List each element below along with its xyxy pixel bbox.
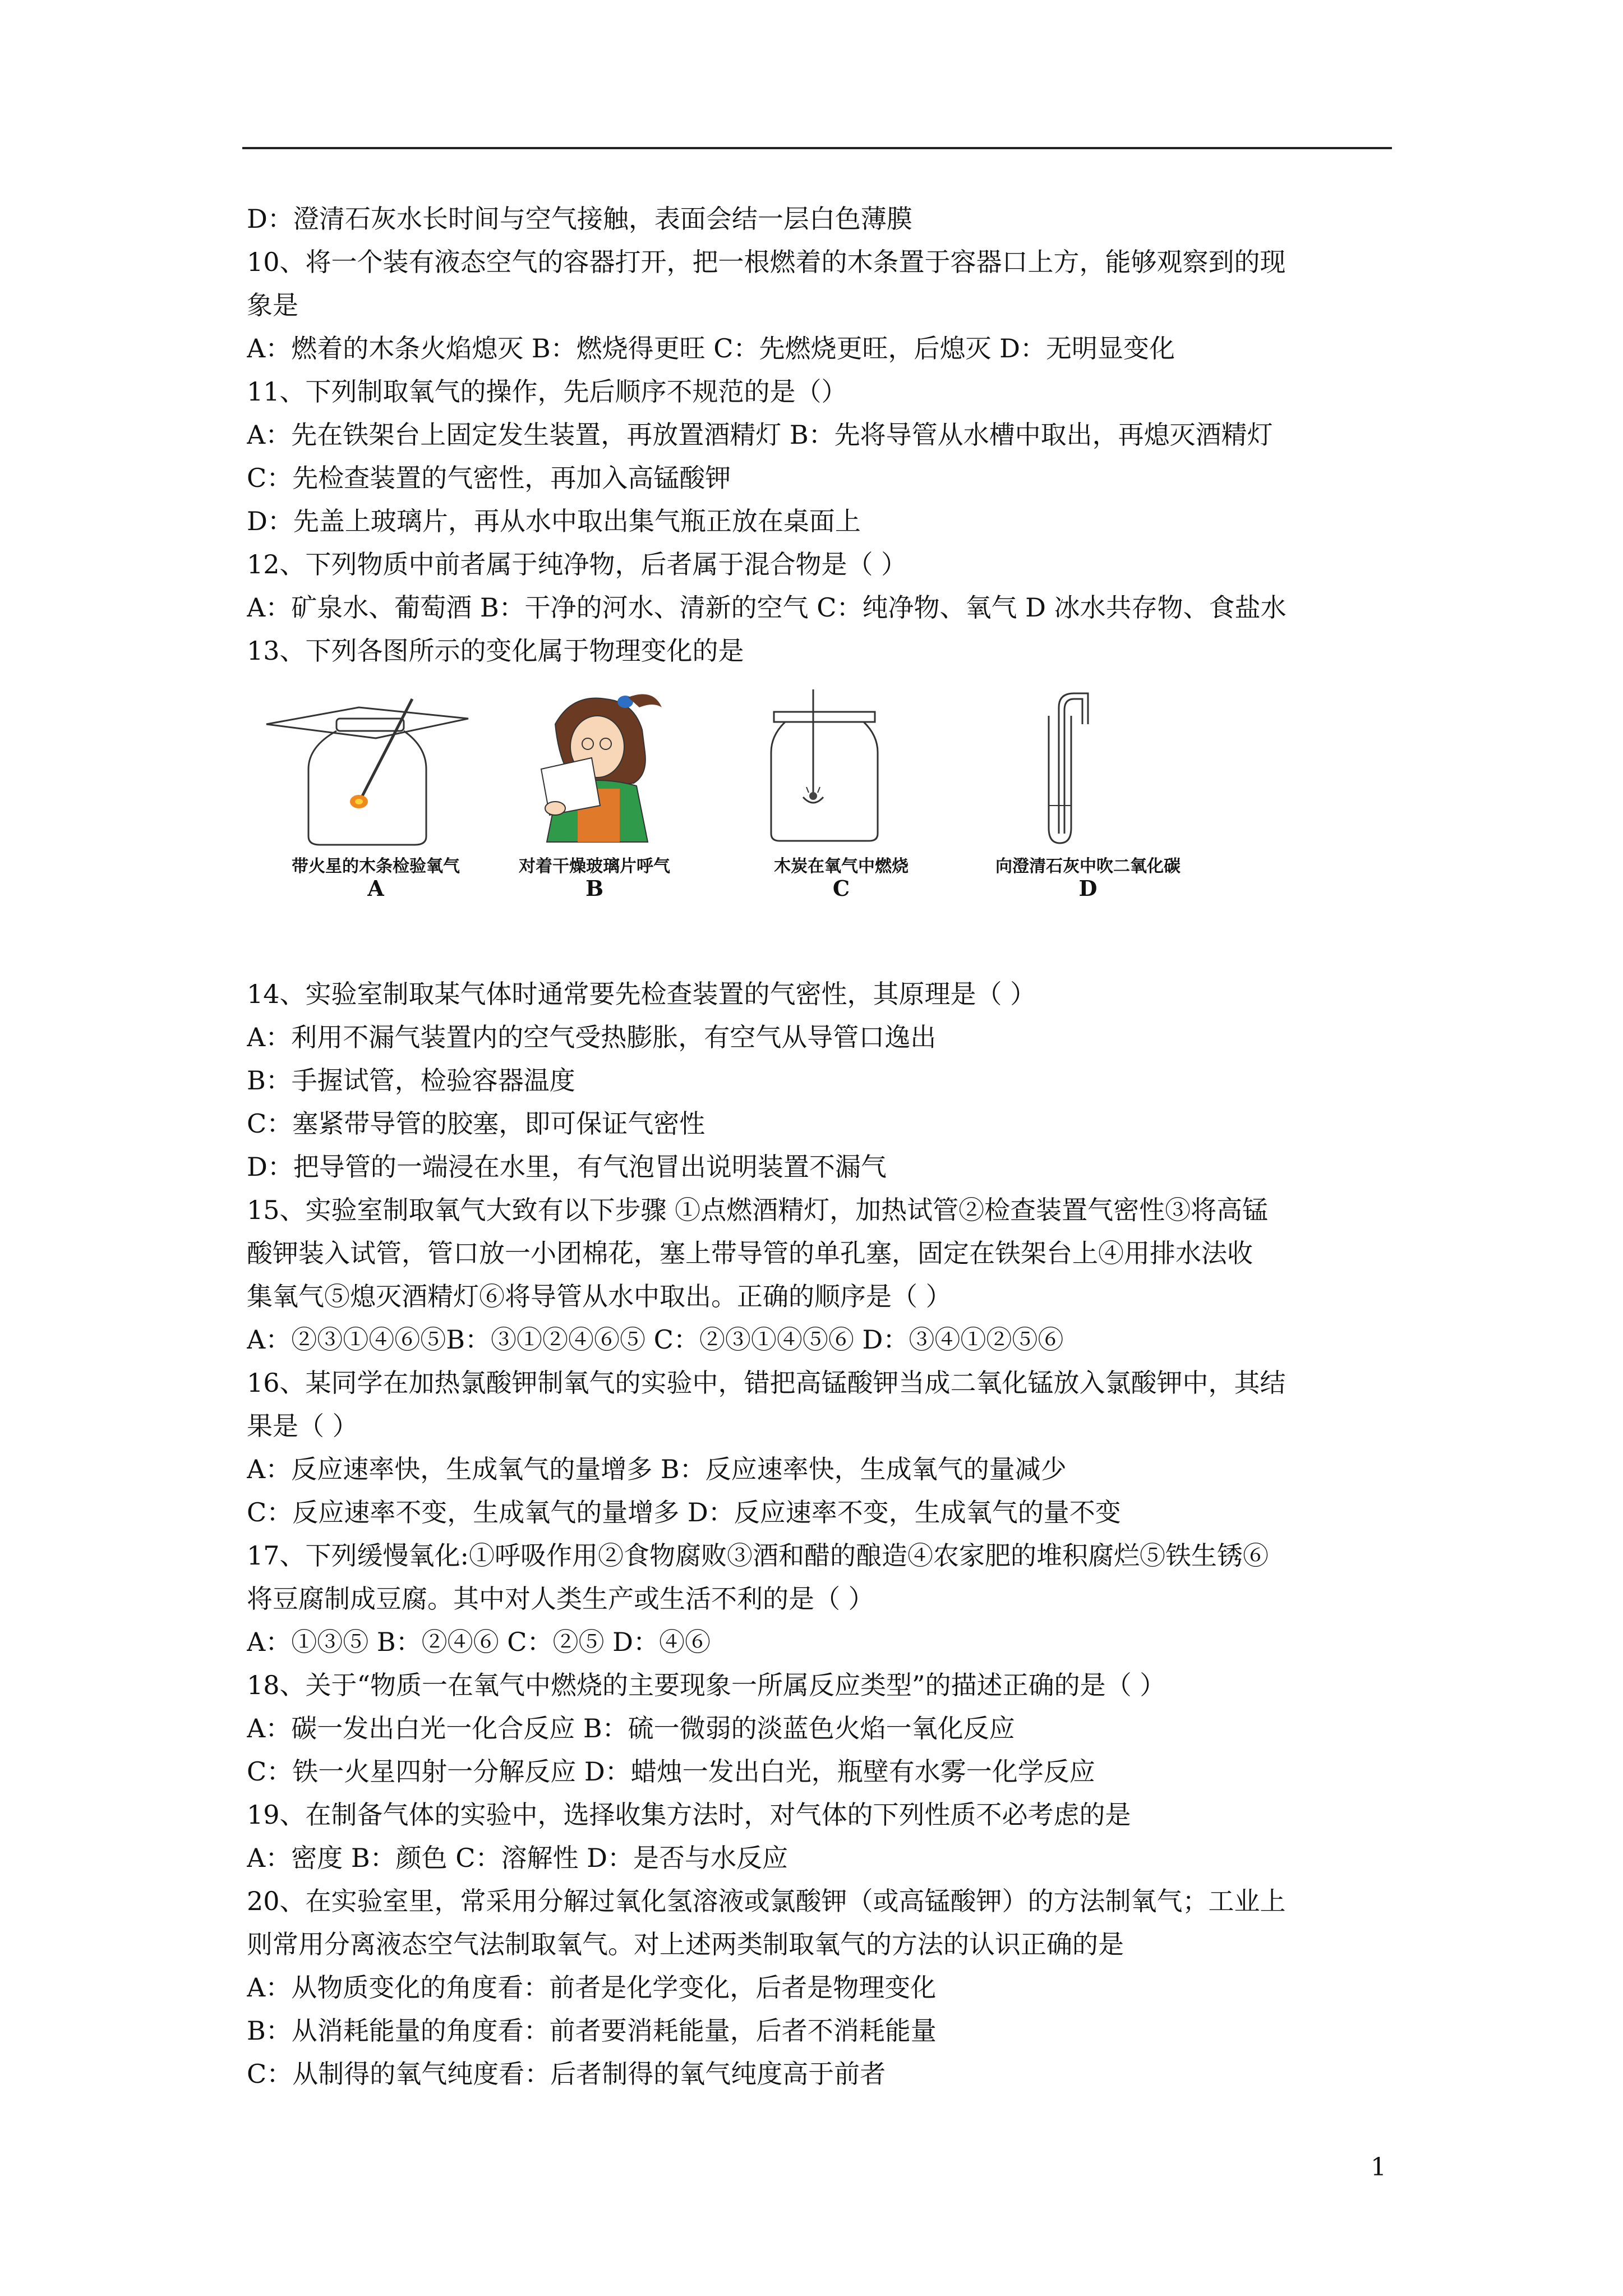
- option-line: A：从物质变化的角度看：前者是化学变化，后者是物理变化: [247, 1972, 937, 2003]
- question-block-bottom: [247, 973, 1413, 2096]
- page-number: 1: [1371, 2153, 1386, 2182]
- option-line: D：先盖上玻璃片，再从水中取出集气瓶正放在桌面上: [247, 506, 861, 536]
- option-line: A：利用不漏气装置内的空气受热膨胀，有空气从导管口逸出: [247, 1022, 937, 1052]
- options-12: A：矿泉水、葡萄酒 B：干净的河水、清新的空气 C：纯净物、氧气 D 冰水共存物、食盐水: [247, 592, 1287, 623]
- figure-b-caption: 对着干燥玻璃片呼气: [519, 857, 670, 876]
- question-10: 10、将一个装有液态空气的容器打开，把一根燃着的木条置于容器口上方，能够观察到的现: [247, 247, 1286, 277]
- jar-with-glowing-splint-icon: [247, 685, 505, 853]
- experiment-figures: [247, 685, 1413, 951]
- options-17: A：①③⑤ B：②④⑥ C：②⑤ D：④⑥: [247, 1627, 711, 1657]
- jar-with-burning-charcoal-icon: [740, 685, 942, 853]
- figure-c-label: C: [832, 876, 850, 901]
- question-12: 12、下列物质中前者属于纯净物，后者属于混合物是（ ）: [247, 549, 907, 579]
- figure-d-caption: 向澄清石灰中吹二氧化碳: [995, 857, 1181, 876]
- text-line: 酸钾装入试管，管口放一小团棉花，塞上带导管的单孔塞，固定在铁架台上④用排水法收: [247, 1238, 1253, 1268]
- option-line: A：反应速率快，生成氧气的量增多 B：反应速率快，生成氧气的量减少: [247, 1454, 1067, 1484]
- options-19: A：密度 B：颜色 C：溶解性 D：是否与水反应: [247, 1843, 788, 1873]
- question-11: 11、下列制取氧气的操作，先后顺序不规范的是（）: [247, 376, 847, 407]
- text-line: 果是（ ）: [247, 1411, 358, 1441]
- question-13: 13、下列各图所示的变化属于物理变化的是: [247, 636, 744, 666]
- figure-d-label: D: [1078, 876, 1098, 901]
- question-17: 17、下列缓慢氧化:①呼吸作用②食物腐败③酒和醋的酿造④农家肥的堆积腐烂⑤铁生锈⑥: [247, 1540, 1269, 1571]
- question-20: 20、在实验室里，常采用分解过氧化氢溶液或氯酸钾（或高锰酸钾）的方法制氧气；工业上: [247, 1886, 1286, 1916]
- question-18: 18、关于“物质一在氧气中燃烧的主要现象一所属反应类型”的描述正确的是（ ）: [247, 1670, 1166, 1700]
- question-15: 15、实验室制取氧气大致有以下步骤 ①点燃酒精灯，加热试管②检查装置气密性③将高锰: [247, 1195, 1269, 1225]
- option-line: B：手握试管，检验容器温度: [247, 1065, 575, 1096]
- header-rule: [242, 147, 1392, 149]
- options-15: A：②③①④⑥⑤B：③①②④⑥⑤ C：②③①④⑤⑥ D：③④①②⑤⑥: [247, 1324, 1064, 1355]
- option-line: B：从消耗能量的角度看：前者要消耗能量，后者不消耗能量: [247, 2016, 937, 2046]
- option-line: C：铁一火星四射一分解反应 D：蜡烛一发出白光，瓶壁有水雾一化学反应: [247, 1756, 1095, 1787]
- figure-b-label: B: [585, 876, 604, 901]
- figure-c: [740, 685, 942, 901]
- text-line: 象是: [247, 290, 298, 320]
- option-line: C：塞紧带导管的胶塞，即可保证气密性: [247, 1108, 706, 1139]
- option-line: A：碳一发出白光一化合反应 B：硫一微弱的淡蓝色火焰一氧化反应: [247, 1713, 1015, 1743]
- girl-breathing-on-glass-icon: [494, 685, 695, 853]
- option-line: C：先检查装置的气密性，再加入高锰酸钾: [247, 463, 731, 493]
- option-line: D：把导管的一端浸在水里，有气泡冒出说明装置不漏气: [247, 1152, 887, 1182]
- figure-d: [959, 685, 1217, 901]
- option-line: A：先在铁架台上固定发生装置，再放置酒精灯 B：先将导管从水槽中取出，再熄灭酒精灯: [247, 420, 1273, 450]
- question-14: 14、实验室制取某气体时通常要先检查装置的气密性，其原理是（ ）: [247, 979, 1036, 1009]
- text-line: 将豆腐制成豆腐。其中对人类生产或生活不利的是（ ）: [247, 1584, 874, 1614]
- text-line: D：澄清石灰水长时间与空气接触，表面会结一层白色薄膜: [247, 204, 912, 234]
- text-line: 集氧气⑤熄灭酒精灯⑥将导管从水中取出。正确的顺序是（ ）: [247, 1281, 952, 1312]
- figure-a-label: A: [367, 876, 384, 901]
- document-body: [247, 197, 1413, 2096]
- test-tube-with-bent-tube-icon: [959, 685, 1217, 853]
- figure-c-caption: 木炭在氧气中燃烧: [774, 857, 909, 876]
- question-19: 19、在制备气体的实验中，选择收集方法时，对气体的下列性质不必考虑的是: [247, 1800, 1131, 1830]
- option-line: C：从制得的氧气纯度看：后者制得的氧气纯度高于前者: [247, 2059, 886, 2089]
- figure-a-caption: 带火星的木条检验氧气: [292, 857, 460, 876]
- text-line: 则常用分离液态空气法制取氧气。对上述两类制取氧气的方法的认识正确的是: [247, 1929, 1124, 1959]
- question-block-top: [247, 197, 1413, 673]
- figure-a: [247, 685, 505, 901]
- question-16: 16、某同学在加热氯酸钾制氧气的实验中，错把高锰酸钾当成二氧化锰放入氯酸钾中，其结: [247, 1368, 1286, 1398]
- figure-b: [494, 685, 695, 901]
- option-line: C：反应速率不变，生成氧气的量增多 D：反应速率不变，生成氧气的量不变: [247, 1497, 1121, 1527]
- options-10: A：燃着的木条火焰熄灭 B：燃烧得更旺 C：先燃烧更旺，后熄灭 D：无明显变化: [247, 333, 1175, 364]
